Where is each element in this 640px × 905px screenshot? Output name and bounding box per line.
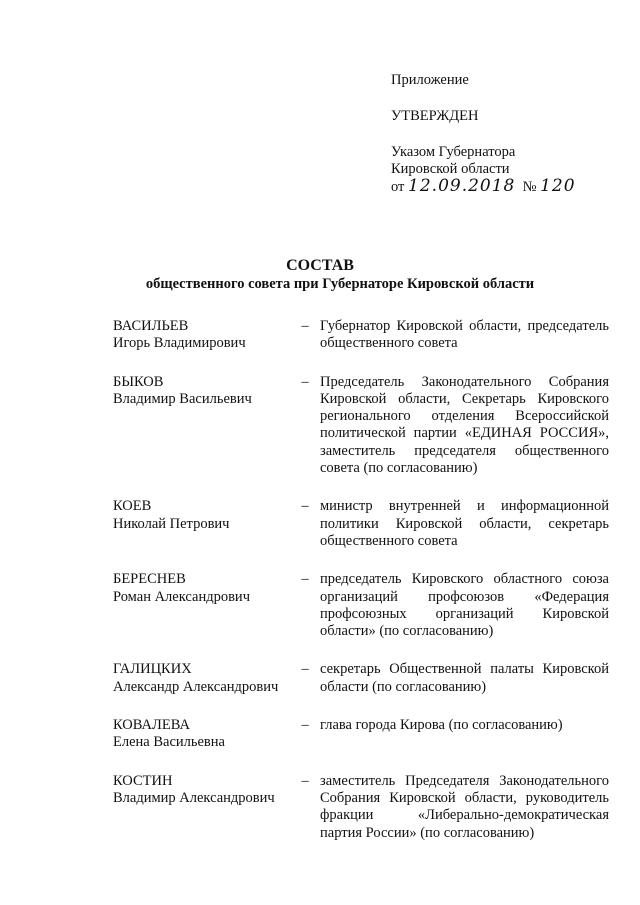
member-surname: ГАЛИЦКИХ <box>113 661 192 678</box>
member-surname: КОВАЛЕВА <box>113 717 190 734</box>
member-given-name: Роман Александрович <box>113 588 250 605</box>
members-list <box>113 318 609 863</box>
member-position: Председатель Законодательного Собрания Кировской области, Секретарь Кировского регионального отделения Всероссийской политической партии «ЕДИНАЯ РОССИЯ», заместитель председателя общественного совета (по согласованию) <box>320 373 609 477</box>
member-name <box>113 498 290 550</box>
member-surname: КОСТИН <box>113 772 173 789</box>
member-row <box>113 717 609 752</box>
approval-block <box>391 72 576 196</box>
member-surname: БЕРЕСНЕВ <box>113 571 186 588</box>
member-position: министр внутренней и информационной политики Кировской области, секретарь общественного совета <box>320 498 609 549</box>
member-row <box>113 773 609 842</box>
decree-date-line <box>391 178 576 196</box>
number-sign: № <box>522 179 537 195</box>
member-position: председатель Кировского областного союза организаций профсоюзов «Федерация профсоюзных организаций Кировской области» (по согласованию) <box>320 571 609 640</box>
document-subtitle: общественного совета при Губернаторе Кировской области <box>145 276 535 292</box>
decree-line-2: Кировской области <box>391 161 510 177</box>
member-dash: – <box>301 318 309 334</box>
member-surname: КОЕВ <box>113 498 152 515</box>
annex-label: Приложение <box>391 72 469 88</box>
member-position: Губернатор Кировской области, председатель общественного совета <box>320 318 609 352</box>
member-surname: БЫКОВ <box>113 373 164 390</box>
member-name <box>113 318 290 353</box>
member-dash: – <box>301 661 309 678</box>
member-dash: – <box>301 571 309 588</box>
member-given-name: Николай Петрович <box>113 515 230 532</box>
member-position: глава города Кирова (по согласованию) <box>320 717 563 734</box>
member-name <box>113 773 290 842</box>
member-row <box>113 318 609 353</box>
document-title: СОСТАВ <box>286 257 354 274</box>
member-given-name: Игорь Владимирович <box>113 335 246 352</box>
handwritten-date: 12.09.2018 <box>408 176 516 196</box>
member-dash: – <box>301 772 309 789</box>
handwritten-number: 120 <box>540 176 576 196</box>
member-row <box>113 661 609 696</box>
member-position: секретарь Общественной палаты Кировской области (по согласованию) <box>320 661 609 695</box>
member-row <box>113 571 609 640</box>
member-dash: – <box>301 373 309 390</box>
member-name <box>113 374 290 478</box>
member-given-name: Владимир Александрович <box>113 789 275 806</box>
member-surname: ВАСИЛЬЕВ <box>113 318 189 334</box>
date-prefix: от <box>391 179 405 195</box>
decree-line-1: Указом Губернатора <box>391 144 516 160</box>
member-name <box>113 661 290 696</box>
member-given-name: Владимир Васильевич <box>113 390 252 407</box>
member-given-name: Елена Васильевна <box>113 734 225 751</box>
member-dash: – <box>301 498 309 515</box>
member-dash: – <box>301 717 309 734</box>
member-name <box>113 717 290 752</box>
approved-label: УТВЕРЖДЕН <box>391 108 479 124</box>
member-name <box>113 571 290 640</box>
member-given-name: Александр Александрович <box>113 678 279 695</box>
member-row <box>113 498 609 550</box>
member-position: заместитель Председателя Законодательного Собрания Кировской области, руководитель фракции «Либерально-демократическая партия России» (по согласованию) <box>320 772 609 841</box>
member-row <box>113 374 609 478</box>
